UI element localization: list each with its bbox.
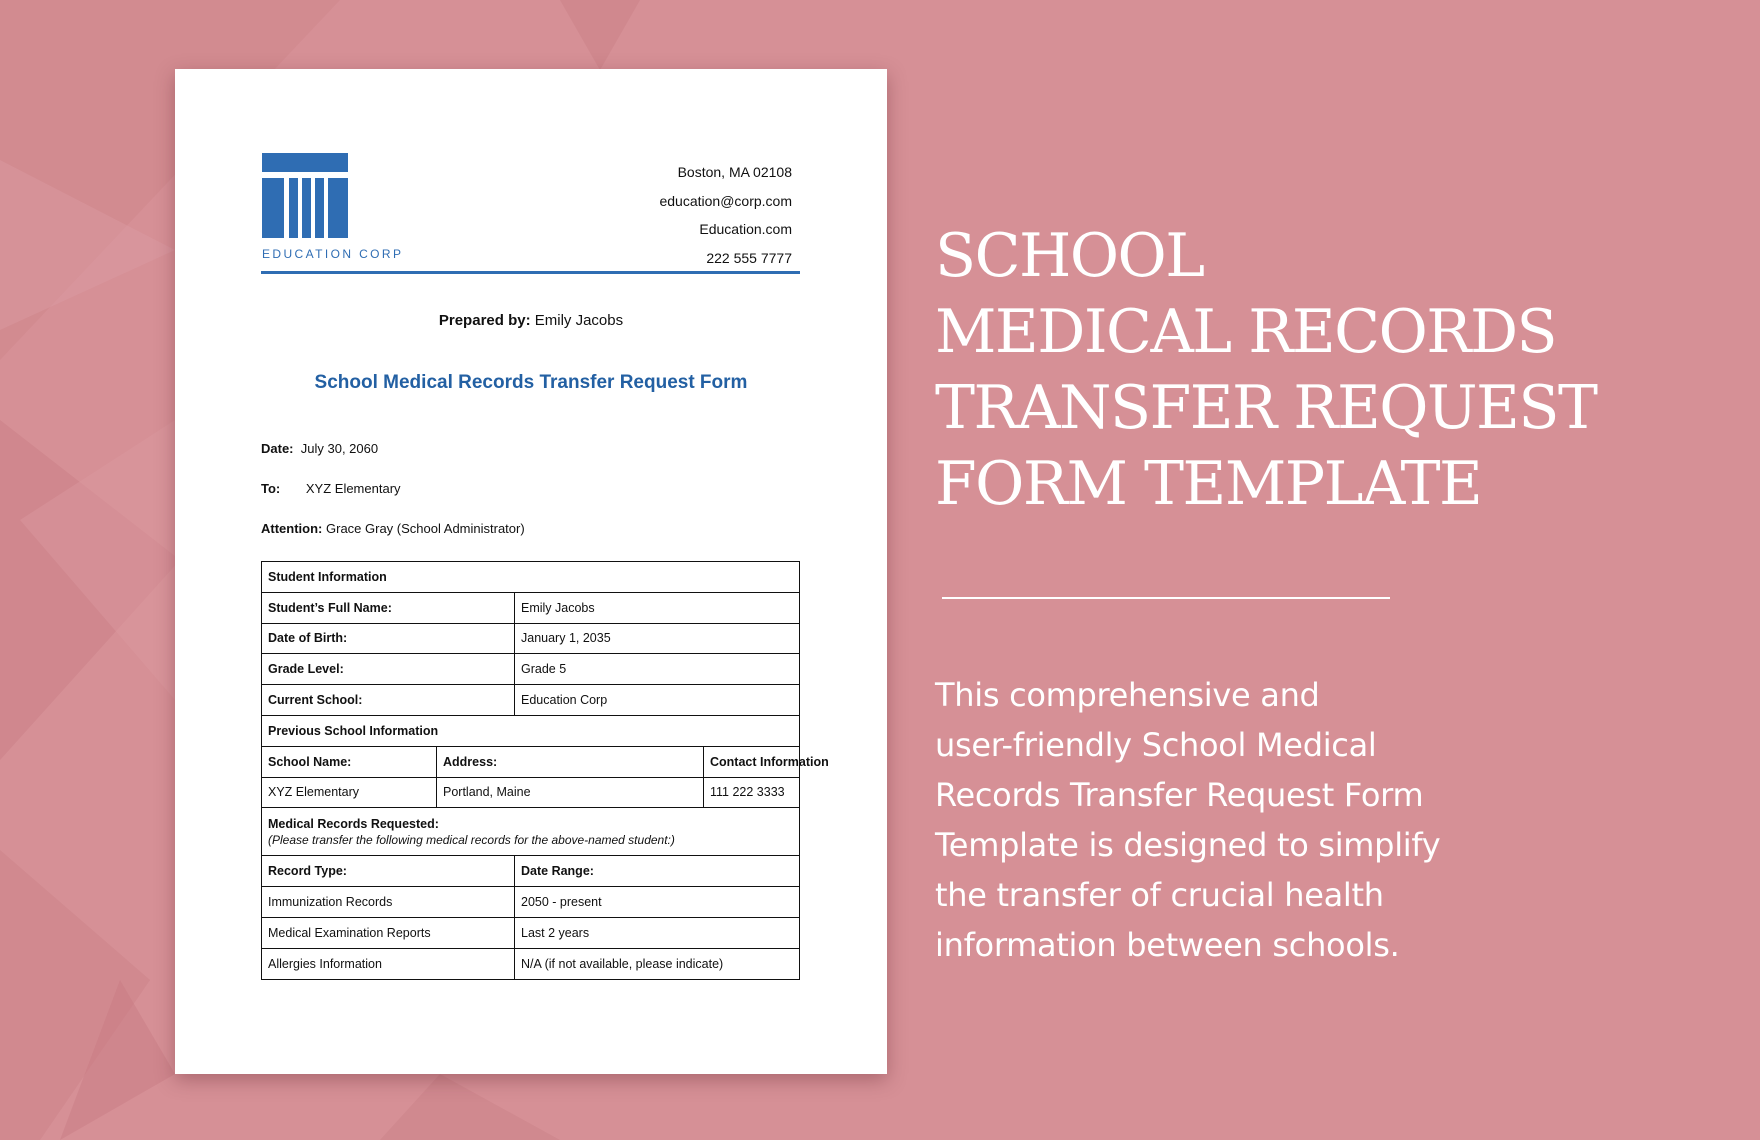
cell-value: Immunization Records (262, 887, 515, 918)
attention-label: Attention: (261, 521, 323, 536)
table-row (262, 887, 800, 918)
records-section-header (262, 808, 800, 856)
hero-divider (942, 597, 1390, 599)
hero-title-line: MEDICAL RECORDS (935, 297, 1557, 367)
table-row (262, 917, 800, 948)
prepared-by (175, 312, 887, 329)
cell-value: Medical Examination Reports (262, 917, 515, 948)
table-row (262, 562, 800, 593)
contact-address: Boston, MA 02108 (677, 164, 792, 180)
table-row (262, 715, 800, 746)
table-row (262, 623, 800, 654)
table-row (262, 856, 800, 887)
logo (262, 153, 350, 239)
hero-description-line: the transfer of crucial health (935, 876, 1384, 914)
cell-header: School Name: (262, 746, 437, 777)
contact-phone: 222 555 7777 (706, 249, 792, 266)
cell-value: Last 2 years (515, 917, 800, 948)
header-divider (261, 271, 800, 274)
date-value: July 30, 2060 (300, 441, 379, 456)
cell-label: Current School: (262, 685, 515, 716)
cell-value: Education Corp (515, 685, 800, 716)
cell-value: 111 222 3333 (704, 777, 800, 808)
hero-title-line: FORM TEMPLATE (935, 449, 1482, 519)
meta-attention (261, 521, 525, 536)
hero-description (935, 670, 1495, 970)
records-section-note: (Please transfer the following medical records for the above-named student:) (268, 832, 675, 847)
cell-value: Portland, Maine (437, 777, 704, 808)
prepared-label: Prepared by: (438, 312, 531, 329)
cell-value: Grade 5 (515, 654, 800, 685)
hero-description-line: Template is designed to simplify (935, 826, 1441, 864)
cell-label: Grade Level: (262, 654, 515, 685)
cell-value: Emily Jacobs (515, 592, 800, 623)
logo-wordmark: EDUCATION CORP (262, 247, 404, 261)
to-value: XYZ Elementary (305, 481, 401, 496)
cell-header: Address: (437, 746, 704, 777)
cell-value: January 1, 2035 (515, 623, 800, 654)
cell-header: Contact Information (704, 746, 800, 777)
table-row (262, 948, 800, 979)
hero-title (935, 218, 1596, 522)
contact-website: Education.com (699, 221, 792, 237)
previous-section-header: Previous School Information (262, 715, 800, 746)
cell-value: XYZ Elementary (262, 777, 437, 808)
meta-to (261, 481, 401, 496)
document-page (175, 69, 887, 1074)
cell-value: N/A (if not available, please indicate) (515, 948, 800, 979)
table-row (262, 746, 800, 777)
hero-description-line: information between schools. (935, 926, 1400, 964)
table-row (262, 592, 800, 623)
hero-title-line: TRANSFER REQUEST (935, 373, 1597, 443)
cell-header: Record Type: (262, 856, 515, 887)
cell-label: Date of Birth: (262, 623, 515, 654)
records-section-title: Medical Records Requested: (268, 816, 439, 831)
contact-block (659, 158, 792, 272)
cell-value: 2050 - present (515, 887, 800, 918)
table-row (262, 654, 800, 685)
records-table (261, 561, 829, 980)
hero-title-line: SCHOOL (935, 221, 1204, 291)
hero-description-line: Records Transfer Request Form (935, 776, 1424, 814)
prepared-value: Emily Jacobs (534, 312, 624, 329)
cell-label: Student’s Full Name: (262, 592, 515, 623)
to-label: To: (261, 481, 281, 496)
form-title: School Medical Records Transfer Request Form (314, 372, 748, 393)
table-row (262, 808, 800, 856)
table-row (262, 685, 800, 716)
hero-description-line: user-friendly School Medical (935, 726, 1377, 764)
hero-description-line: This comprehensive and (935, 676, 1320, 714)
contact-email: education@corp.com (659, 192, 792, 209)
meta-date (261, 441, 378, 456)
cell-value: Allergies Information (262, 948, 515, 979)
cell-header: Date Range: (515, 856, 800, 887)
date-label: Date: (261, 441, 294, 456)
attention-value: Grace Gray (School Administrator) (326, 521, 525, 536)
table-row (262, 777, 800, 808)
student-section-header: Student Information (262, 562, 800, 593)
columns-building-icon (262, 153, 350, 239)
